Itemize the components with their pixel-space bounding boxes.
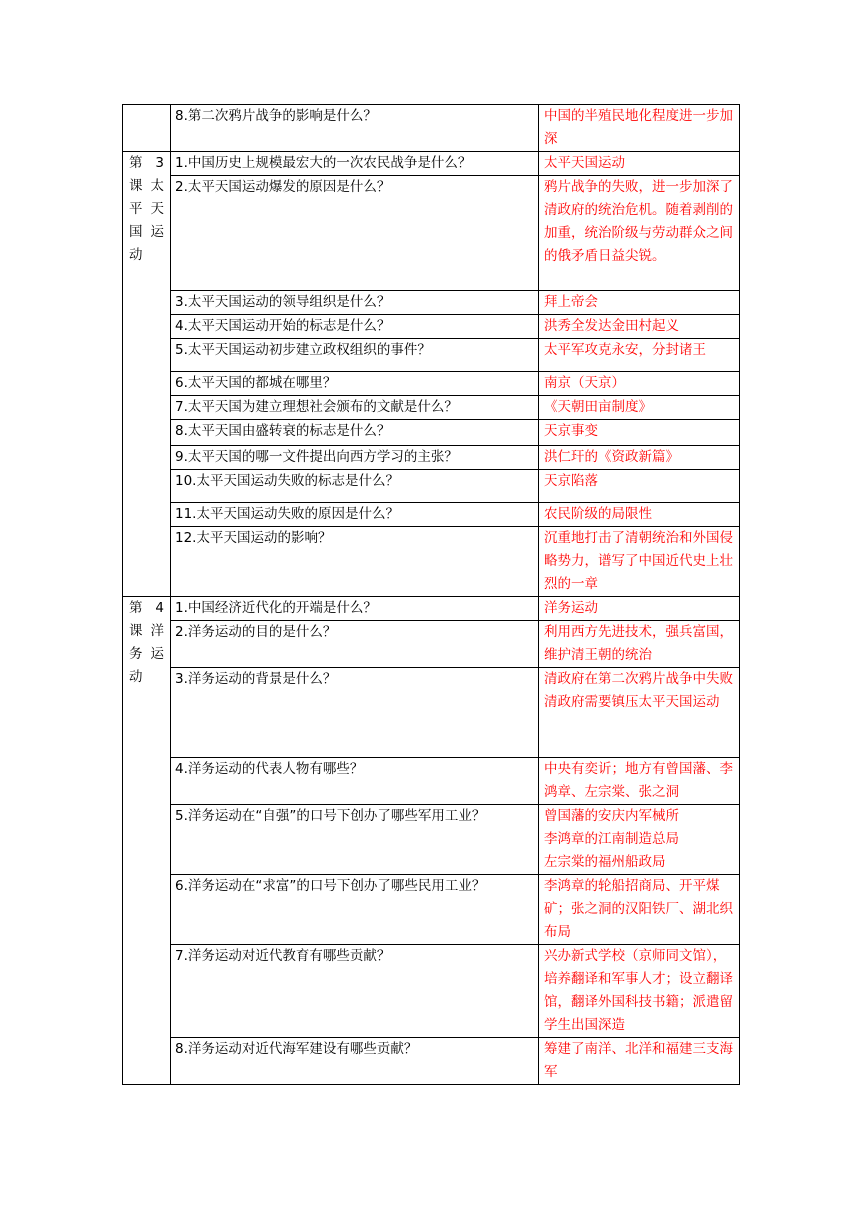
question-cell: 4.太平天国运动开始的标志是什么？ [171, 315, 539, 339]
answer-line: 洪秀全发达金田村起义 [544, 318, 679, 334]
answer-cell [539, 291, 740, 315]
answer-line: 中央有奕䜣；地方有曾国藩、李鸿章、左宗棠、张之洞 [544, 761, 733, 800]
question-cell: 8.洋务运动对近代海军建设有哪些贡献？ [171, 1038, 539, 1085]
answer-line: 左宗棠的福州船政局 [544, 854, 666, 870]
table-row [123, 597, 740, 621]
answer-line: 太平天国运动 [544, 155, 625, 171]
question-cell: 3.太平天国运动的领导组织是什么？ [171, 291, 539, 315]
answer-cell [539, 1038, 740, 1085]
answer-line: 《天朝田亩制度》 [544, 399, 652, 415]
answer-line: 利用西方先进技术，强兵富国，维护清王朝的统治 [544, 624, 733, 663]
answer-cell [539, 105, 740, 152]
answer-cell [539, 668, 740, 758]
table-row [123, 805, 740, 875]
question-cell: 1.中国经济近代化的开端是什么？ [171, 597, 539, 621]
table-row [123, 372, 740, 396]
answer-cell [539, 176, 740, 291]
table-row [123, 176, 740, 291]
lesson-cell: 第 4 课洋务运动 [123, 597, 171, 1085]
table-row [123, 668, 740, 758]
table-row [123, 875, 740, 945]
answer-line: 洪仁玕的《资政新篇》 [544, 449, 679, 465]
question-cell: 3.洋务运动的背景是什么？ [171, 668, 539, 758]
table-row [123, 527, 740, 597]
answer-line: 天京陷落 [544, 473, 598, 489]
table-row [123, 420, 740, 446]
question-cell: 12.太平天国运动的影响？ [171, 527, 539, 597]
question-cell: 8.太平天国由盛转衰的标志是什么？ [171, 420, 539, 446]
lesson-cell-empty [123, 105, 171, 152]
table-row [123, 758, 740, 805]
question-cell: 7.洋务运动对近代教育有哪些贡献？ [171, 945, 539, 1038]
question-cell: 9.太平天国的哪一文件提出向西方学习的主张？ [171, 446, 539, 470]
answer-line: 清政府在第二次鸦片战争中失败 [544, 671, 733, 687]
table-row [123, 1038, 740, 1085]
history-qa-table [122, 104, 740, 1085]
question-cell: 11.太平天国运动失败的原因是什么？ [171, 503, 539, 527]
question-cell: 5.洋务运动在“自强”的口号下创办了哪些军用工业？ [171, 805, 539, 875]
table-row [123, 396, 740, 420]
answer-cell [539, 621, 740, 668]
answer-cell [539, 420, 740, 446]
answer-cell [539, 396, 740, 420]
table-row [123, 291, 740, 315]
table-row [123, 470, 740, 503]
answer-line: 拜上帝会 [544, 294, 598, 310]
answer-cell [539, 758, 740, 805]
table-row [123, 945, 740, 1038]
table-row [123, 621, 740, 668]
answer-line: 中国的半殖民地化程度进一步加深 [544, 108, 733, 147]
table-body [123, 105, 740, 1085]
question-cell: 6.洋务运动在“求富”的口号下创办了哪些民用工业？ [171, 875, 539, 945]
table-row [123, 105, 740, 152]
question-cell: 2.洋务运动的目的是什么？ [171, 621, 539, 668]
answer-cell [539, 446, 740, 470]
answer-line: 沉重地打击了清朝统治和外国侵略势力，谱写了中国近代史上壮烈的一章 [544, 530, 733, 592]
answer-line: 农民阶级的局限性 [544, 506, 652, 522]
answer-line: 南京（天京） [544, 375, 625, 391]
answer-cell [539, 805, 740, 875]
answer-line: 曾国藩的安庆内军械所 [544, 808, 679, 824]
question-cell: 4.洋务运动的代表人物有哪些？ [171, 758, 539, 805]
question-cell: 2.太平天国运动爆发的原因是什么？ [171, 176, 539, 291]
answer-cell [539, 945, 740, 1038]
answer-cell [539, 372, 740, 396]
answer-line: 清政府需要镇压太平天国运动 [544, 694, 720, 710]
answer-cell [539, 152, 740, 176]
answer-cell [539, 470, 740, 503]
question-cell: 10.太平天国运动失败的标志是什么？ [171, 470, 539, 503]
answer-cell [539, 875, 740, 945]
answer-line: 李鸿章的江南制造总局 [544, 831, 679, 847]
lesson-cell: 第 3 课太平天国运动 [123, 152, 171, 597]
table-row [123, 339, 740, 372]
question-cell: 5.太平天国运动初步建立政权组织的事件？ [171, 339, 539, 372]
answer-line: 筹建了南洋、北洋和福建三支海军 [544, 1041, 733, 1080]
answer-cell [539, 503, 740, 527]
answer-line: 天京事变 [544, 423, 598, 439]
question-cell: 6.太平天国的都城在哪里？ [171, 372, 539, 396]
answer-cell [539, 527, 740, 597]
answer-line: 兴办新式学校（京师同文馆），培养翻译和军事人才；设立翻译馆，翻译外国科技书籍；派遣留学生出国深造 [544, 948, 733, 1033]
answer-line: 李鸿章的轮船招商局、开平煤矿；张之洞的汉阳铁厂、湖北织布局 [544, 878, 733, 940]
answer-cell [539, 597, 740, 621]
answer-line: 洋务运动 [544, 600, 598, 616]
table-row [123, 152, 740, 176]
table-row [123, 315, 740, 339]
answer-line: 太平军攻克永安，分封诸王 [544, 342, 706, 358]
answer-cell [539, 339, 740, 372]
answer-cell [539, 315, 740, 339]
answer-line: 鸦片战争的失败，进一步加深了清政府的统治危机。随着剥削的加重，统治阶级与劳动群众之间的俄矛盾日益尖锐。 [544, 179, 733, 264]
question-cell: 1.中国历史上规模最宏大的一次农民战争是什么？ [171, 152, 539, 176]
table-row [123, 446, 740, 470]
question-cell: 8.第二次鸦片战争的影响是什么？ [171, 105, 539, 152]
table-row [123, 503, 740, 527]
question-cell: 7.太平天国为建立理想社会颁布的文献是什么？ [171, 396, 539, 420]
